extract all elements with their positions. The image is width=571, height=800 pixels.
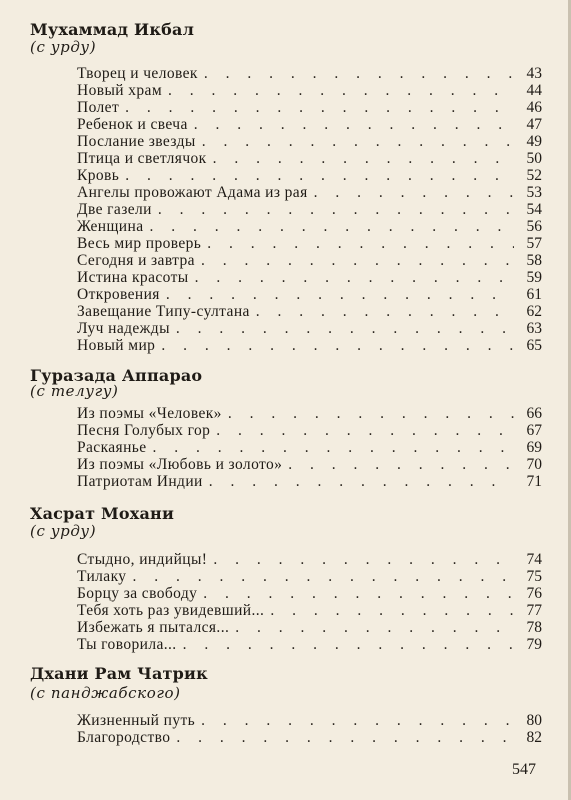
entry-title: Новый храм: [77, 82, 163, 99]
entry-page: 82: [526, 729, 542, 746]
toc-entry: [77, 619, 542, 636]
entry-page: 49: [526, 133, 542, 150]
entry-page: 62: [526, 303, 542, 320]
toc-entry: [77, 405, 542, 422]
dot-leader: [194, 116, 514, 133]
entry-page: 43: [526, 65, 542, 82]
toc-entry: [77, 337, 542, 354]
entry-title: Тилаку: [77, 568, 127, 585]
entry-page: 80: [526, 712, 542, 729]
dot-leader: [158, 201, 514, 218]
entry-title: Ребенок и свеча: [77, 116, 188, 133]
toc-entry: [77, 551, 542, 568]
dot-leader: [209, 473, 514, 490]
toc-entry: [77, 252, 542, 269]
entry-page: 54: [526, 201, 542, 218]
toc-entry: [77, 473, 542, 490]
entry-title: Истина красоты: [77, 269, 189, 286]
toc-entry: [77, 116, 542, 133]
dot-leader: [207, 235, 514, 252]
dot-leader: [132, 568, 514, 585]
source-language: (с урду): [30, 522, 97, 540]
author-name: Хасрат Мохани: [30, 504, 175, 523]
dot-leader: [176, 729, 514, 746]
entry-page: 44: [526, 82, 542, 99]
toc-entry: [77, 82, 542, 99]
entry-title: Жизненный путь: [77, 712, 196, 729]
entry-page: 46: [526, 99, 542, 116]
entry-title: Весь мир проверь: [77, 235, 202, 252]
toc-entry: [77, 150, 542, 167]
dot-leader: [216, 422, 514, 439]
dot-leader: [202, 133, 514, 150]
entry-page: 69: [526, 439, 542, 456]
entry-title: Стыдно, индийцы!: [77, 551, 208, 568]
entry-title: Сегодня и завтра: [77, 252, 195, 269]
entry-page: 65: [526, 337, 542, 354]
entry-title: Патриотам Индии: [77, 473, 203, 490]
entry-page: 52: [526, 167, 542, 184]
entry-title: Раскаянье: [77, 439, 147, 456]
entry-title: Откровения: [77, 286, 160, 303]
entry-page: 70: [526, 456, 542, 473]
author-name: Гуразада Аппарао: [30, 366, 203, 385]
source-language: (с панджабского): [30, 684, 181, 702]
entry-page: 50: [526, 150, 542, 167]
entry-title: Из поэмы «Человек»: [77, 405, 222, 422]
entry-title: Тебя хоть раз увидевший...: [77, 602, 265, 619]
entry-page: 76: [526, 585, 542, 602]
entry-title: Завещание Типу-султана: [77, 303, 250, 320]
dot-leader: [125, 99, 514, 116]
dot-leader: [213, 551, 514, 568]
toc-entry: [77, 712, 542, 729]
entry-title: Новый мир: [77, 337, 156, 354]
source-language: (с урду): [30, 38, 97, 56]
entry-page: 63: [526, 320, 542, 337]
entry-page: 67: [526, 422, 542, 439]
toc-entry: [77, 235, 542, 252]
entry-page: 66: [526, 405, 542, 422]
dot-leader: [168, 82, 514, 99]
dot-leader: [153, 439, 514, 456]
toc-entry: [77, 99, 542, 116]
author-name: Мухаммад Икбал: [30, 20, 195, 39]
dot-leader: [195, 269, 514, 286]
dot-leader: [203, 585, 514, 602]
entry-title: Творец и человек: [77, 65, 198, 82]
entry-page: 56: [526, 218, 542, 235]
entry-title: Песня Голубых гор: [77, 422, 211, 439]
source-language: (с телугу): [30, 382, 119, 400]
toc-entry: [77, 439, 542, 456]
toc-entry: [77, 568, 542, 585]
entry-page: 71: [526, 473, 542, 490]
entry-title: Послание звезды: [77, 133, 196, 150]
dot-leader: [270, 602, 514, 619]
dot-leader: [314, 184, 514, 201]
entry-title: Женщина: [77, 218, 144, 235]
entry-title: Две газели: [77, 201, 152, 218]
entry-page: 79: [526, 636, 542, 653]
toc-entry: [77, 456, 542, 473]
entry-page: 47: [526, 116, 542, 133]
toc-entry: [77, 269, 542, 286]
entry-page: 75: [526, 568, 542, 585]
dot-leader: [149, 218, 514, 235]
dot-leader: [201, 712, 514, 729]
toc-entry: [77, 201, 542, 218]
dot-leader: [183, 636, 514, 653]
page-number: 547: [512, 761, 536, 778]
toc-entry: [77, 286, 542, 303]
entry-title: Ангелы провожают Адама из рая: [77, 184, 308, 201]
entry-title: Ты говорила...: [77, 636, 177, 653]
entry-page: 53: [526, 184, 542, 201]
entry-page: 59: [526, 269, 542, 286]
entry-page: 77: [526, 602, 542, 619]
entry-title: Птица и светлячок: [77, 150, 207, 167]
dot-leader: [204, 65, 514, 82]
entry-title: Благородство: [77, 729, 171, 746]
entry-page: 78: [526, 619, 542, 636]
toc-entry: [77, 320, 542, 337]
entry-page: 74: [526, 551, 542, 568]
dot-leader: [235, 619, 514, 636]
dot-leader: [125, 167, 514, 184]
dot-leader: [176, 320, 514, 337]
entry-title: Избежать я пытался...: [77, 619, 230, 636]
toc-entry: [77, 184, 542, 201]
toc-entry: [77, 636, 542, 653]
toc-entry: [77, 422, 542, 439]
toc-entry: [77, 303, 542, 320]
dot-leader: [288, 456, 514, 473]
entry-title: Борцу за свободу: [77, 585, 198, 602]
toc-entry: [77, 602, 542, 619]
entry-title: Полет: [77, 99, 120, 116]
toc-entry: [77, 65, 542, 82]
author-name: Дхани Рам Чатрик: [30, 664, 208, 683]
toc-entry: [77, 729, 542, 746]
toc-entry: [77, 167, 542, 184]
dot-leader: [228, 405, 514, 422]
entry-page: 57: [526, 235, 542, 252]
entry-page: 58: [526, 252, 542, 269]
entry-title: Кровь: [77, 167, 120, 184]
dot-leader: [201, 252, 514, 269]
toc-entry: [77, 585, 542, 602]
entry-page: 61: [526, 286, 542, 303]
toc-entry: [77, 218, 542, 235]
dot-leader: [213, 150, 514, 167]
dot-leader: [256, 303, 514, 320]
dot-leader: [166, 286, 514, 303]
entry-title: Из поэмы «Любовь и золото»: [77, 456, 283, 473]
toc-entry: [77, 133, 542, 150]
entry-title: Луч надежды: [77, 320, 170, 337]
dot-leader: [161, 337, 514, 354]
